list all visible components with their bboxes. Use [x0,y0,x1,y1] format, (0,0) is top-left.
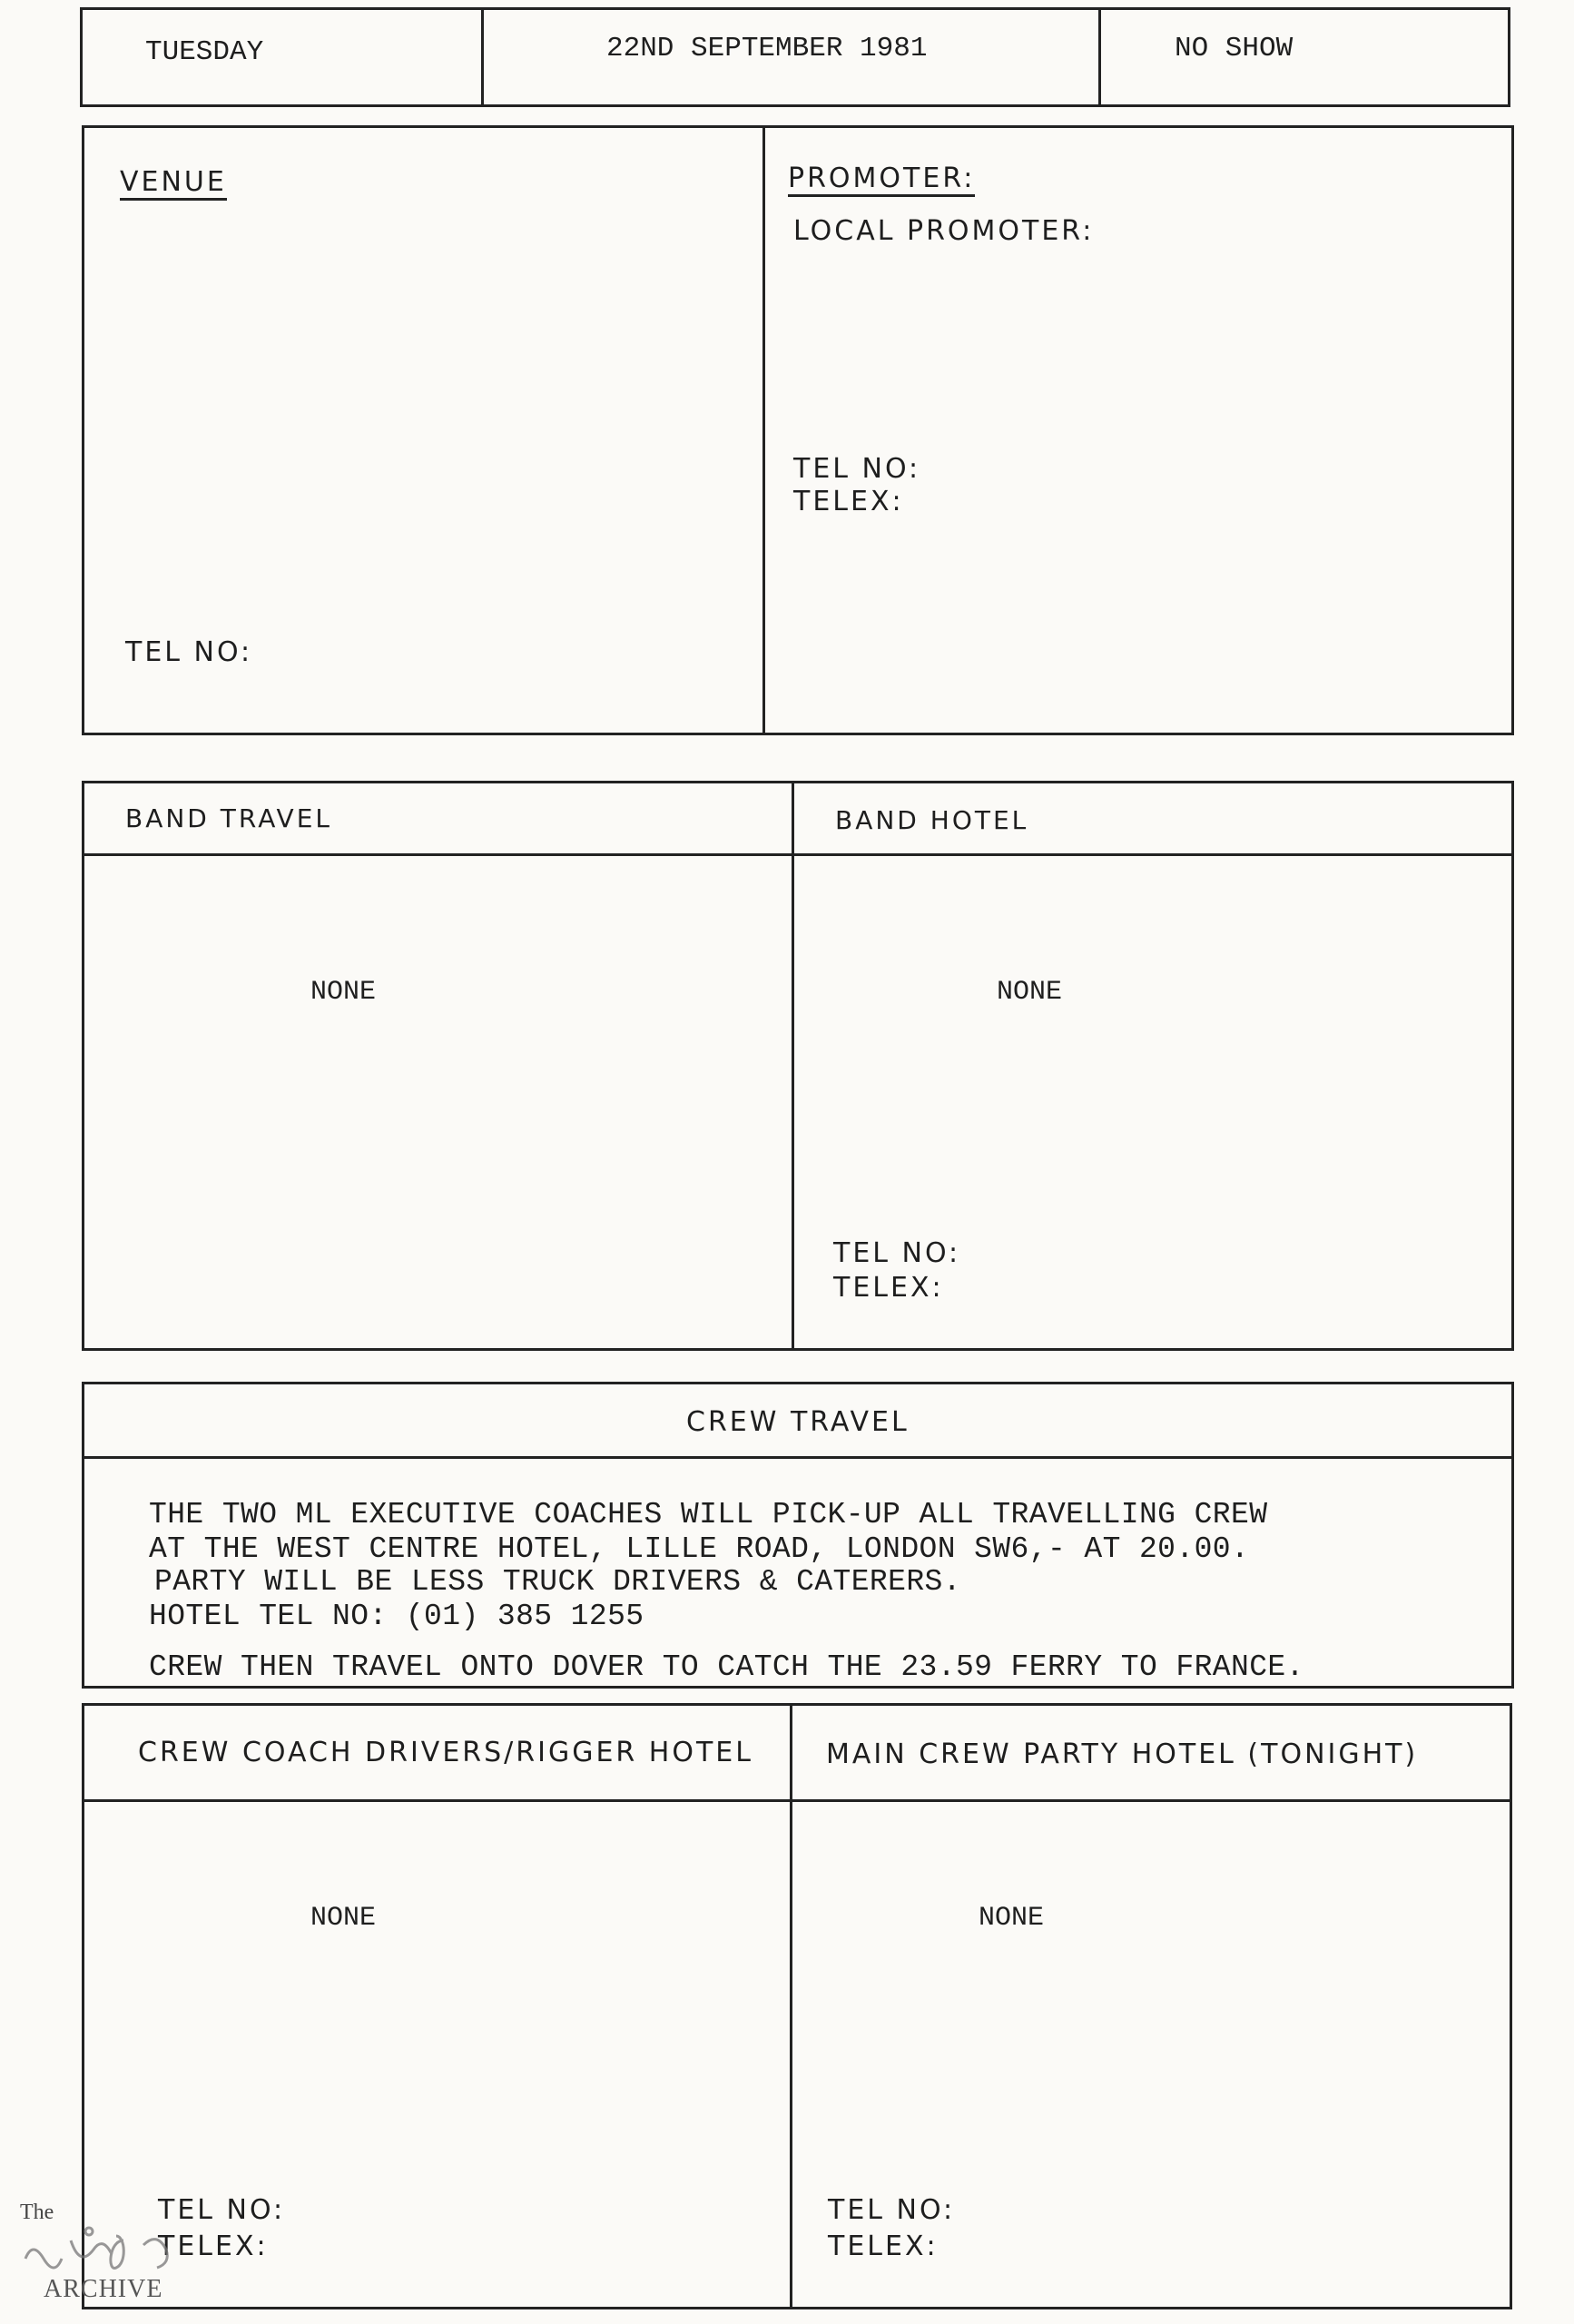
crew-hotels-box [82,1703,1512,2309]
band-hotel-tel-label: TEL NO: [833,1237,961,1269]
header-divider-1 [481,7,484,107]
venue-tel-label: TEL NO: [125,636,253,668]
promoter-label: PROMOTER: [788,165,975,197]
crew-coach-hotel-value: NONE [310,1903,377,1934]
crew-travel-line-1: THE TWO ML EXECUTIVE COACHES WILL PICK-UP ALL TRAVELLING CREW [149,1498,1268,1531]
band-travel-value: NONE [310,977,377,1008]
venue-promoter-divider [762,125,765,735]
main-crew-telex-label: TELEX: [828,2230,939,2262]
crew-coach-telex-label: TELEX: [158,2230,269,2262]
main-crew-hotel-title: MAIN CREW PARTY HOTEL (TONIGHT) [826,1738,1419,1770]
logo-archive-text: ARCHIVE [44,2275,163,2303]
band-divider [792,781,794,1351]
band-hotel-title: BAND HOTEL [835,805,1029,835]
crew-hotels-header-line [82,1799,1512,1802]
header-status: NO SHOW [1175,33,1294,64]
main-crew-hotel-value: NONE [979,1903,1045,1934]
band-travel-title: BAND TRAVEL [125,803,333,833]
main-crew-tel-label: TEL NO: [828,2194,956,2226]
crew-coach-hotel-title: CREW COACH DRIVERS/RIGGER HOTEL [138,1737,753,1768]
logo-the-text: The [20,2201,54,2224]
crew-coach-tel-label: TEL NO: [158,2194,286,2226]
header-day: TUESDAY [145,36,264,68]
promoter-tel-label: TEL NO: [793,453,921,485]
band-hotel-value: NONE [997,977,1063,1008]
venue-label: VENUE [120,169,227,201]
header-divider-2 [1098,7,1101,107]
crew-travel-line-3: PARTY WILL BE LESS TRUCK DRIVERS & CATERERS. [154,1565,961,1599]
crew-travel-header-line [82,1456,1514,1459]
crew-travel-line-5: CREW THEN TRAVEL ONTO DOVER TO CATCH THE 23.59 FERRY TO FRANCE. [149,1650,1304,1684]
band-header-line [82,853,1514,856]
local-promoter-label: LOCAL PROMOTER: [793,215,1095,247]
band-hotel-telex-label: TELEX: [833,1272,944,1304]
crew-travel-line-2: AT THE WEST CENTRE HOTEL, LILLE ROAD, LONDON SW6,- AT 20.00. [149,1532,1250,1566]
promoter-telex-label: TELEX: [793,486,904,517]
header-date: 22ND SEPTEMBER 1981 [606,33,928,64]
crew-travel-line-4: HOTEL TEL NO: (01) 385 1255 [149,1600,644,1633]
band-box [82,781,1514,1351]
crew-hotels-divider [790,1703,792,2309]
crew-travel-title: CREW TRAVEL [686,1406,910,1438]
